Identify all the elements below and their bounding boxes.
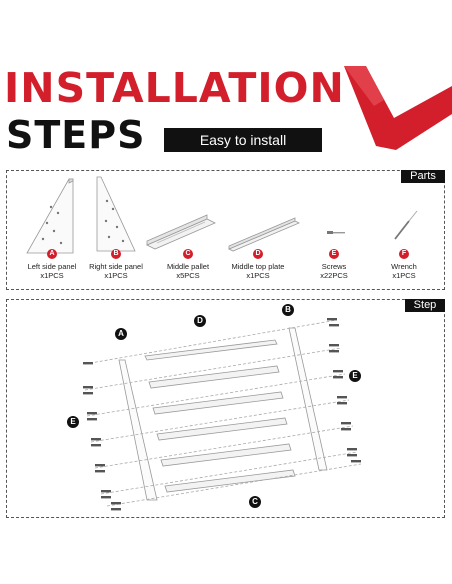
screw-icon — [327, 231, 345, 234]
parts-section — [6, 170, 445, 290]
part-name: Middle top plate — [231, 262, 285, 271]
callout-c: C — [249, 496, 261, 508]
part-letter-f: F — [399, 249, 409, 259]
part-name: Screws — [321, 262, 347, 271]
part-name: Left side panel — [27, 262, 77, 271]
middle-pallet-icon — [147, 215, 215, 249]
assembly-diagram — [7, 300, 444, 517]
part-qty: x1PCS — [104, 271, 128, 280]
callout-e-right: E — [349, 370, 361, 382]
part-qty: x5PCS — [176, 271, 200, 280]
title-steps: STEPS — [6, 113, 146, 157]
checkmark-logo-icon — [338, 62, 452, 152]
part-wrench — [362, 249, 446, 280]
part-qty: x22PCS — [320, 271, 348, 280]
part-letter-e: E — [329, 249, 339, 259]
part-letter-d: D — [253, 249, 263, 259]
part-middle-top-plate — [216, 249, 300, 280]
part-letter-a: A — [47, 249, 57, 259]
easy-install-badge: Easy to install — [164, 128, 322, 152]
parts-label: Parts — [401, 170, 445, 183]
step-section — [6, 299, 445, 518]
part-qty: x1PCS — [246, 271, 270, 280]
middle-top-plate-icon — [229, 218, 299, 251]
part-qty: x1PCS — [40, 271, 64, 280]
right-side-panel-icon — [97, 177, 135, 251]
part-name: Wrench — [391, 262, 417, 271]
wrench-icon — [395, 211, 417, 239]
callout-e-left: E — [67, 416, 79, 428]
part-name: Right side panel — [89, 262, 143, 271]
callout-d: D — [194, 315, 206, 327]
part-qty: x1PCS — [392, 271, 416, 280]
part-letter-c: C — [183, 249, 193, 259]
left-side-panel-icon — [27, 179, 73, 253]
step-label: Step — [405, 299, 445, 312]
callout-a: A — [115, 328, 127, 340]
part-letter-b: B — [111, 249, 121, 259]
callout-b: B — [282, 304, 294, 316]
title-installation: INSTALLATION — [4, 64, 345, 112]
part-name: Middle pallet — [166, 262, 210, 271]
